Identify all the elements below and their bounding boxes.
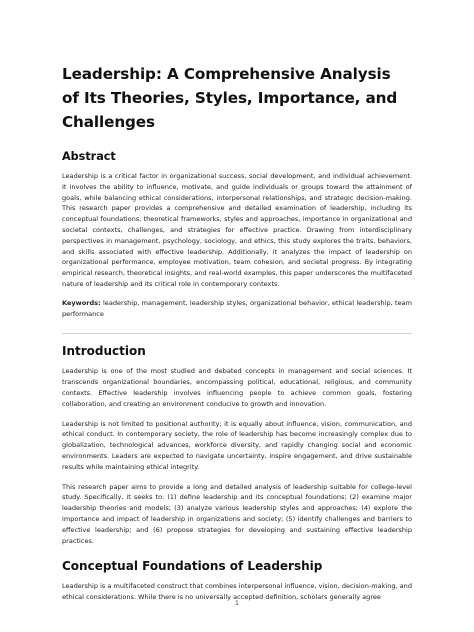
abstract-paragraph: Leadership is a critical factor in organizational success, social development, and individual achievement. It involves the ability to influence, motivate, and guide individuals or groups toward the attainment of goals, while balancing ethical considerations, interpersonal relationships, and strategic decision-making. This research paper provides a comprehensive and detailed examination of leadership, including its conceptual foundations, theoretical frameworks, styles and approaches, importance in organizational and societal contexts, challenges, and strategies for effective practice. Drawing from interdisciplinary perspectives in management, psychology, sociology, and ethics, this study explores the traits, behaviors, and skills associated with effective leadership. Additionally, it analyzes the impact of leadership on organizational performance, employee motivation, team cohesion, and societal progress. By integrating empirical research, theoretical insights, and real-world examples, this paper underscores the multifaceted nature of leadership and its critical role in contemporary contexts. — [62, 172, 412, 288]
paper-page — [62, 62, 412, 603]
keywords-label: Keywords: — [62, 298, 101, 307]
paper-title: Leadership: A Comprehensive Analysis of Its Theories, Styles, Importance, and Challenges — [62, 65, 398, 131]
conceptual-foundations-paragraph: Leadership is a multifaceted construct that combines interpersonal influence, vision, decision-making, and ethical considerations. While there is no universally accepted definition, scholars generally agree — [62, 582, 412, 602]
page-number: 1 — [234, 599, 240, 607]
introduction-heading: Introduction — [62, 344, 146, 359]
introduction-paragraph-3: This research paper aims to provide a long and detailed analysis of leadership suitable for college-level study. Specifically, it seeks to: (1) define leadership and its conceptual foundations; (2) examine major leadership theories and models; (3) analyze various leadership styles and approaches; (4) explore the importance and impact of leadership in organizations and society; (5) identify challenges and barriers to effective leadership; and (6) propose strategies for developing and sustaining effective leadership practices. — [62, 482, 412, 545]
introduction-paragraph-1: Leadership is one of the most studied and debated concepts in management and social sciences. It transcends organizational boundaries, encompassing political, educational, religious, and community contexts. Effective leadership involves influencing people to achieve common goals, fostering collaboration, and creating an environment conducive to growth and innovation. — [62, 367, 412, 408]
conceptual-foundations-heading: Conceptual Foundations of Leadership — [62, 559, 323, 574]
introduction-paragraph-2: Leadership is not limited to positional authority; it is equally about influence, vision, communication, and ethical conduct. In contemporary society, the role of leadership has become increasingly complex due to globalization, technological advances, workforce diversity, and rapidly changing social and economic environments. Leaders are expected to navigate uncertainty, inspire engagement, and drive sustainable results while maintaining ethical integrity. — [62, 419, 412, 471]
keywords-text: leadership, management, leadership styles, organizational behavior, ethical leadership, team performance — [62, 298, 412, 318]
keywords-line — [62, 298, 412, 320]
section-divider — [62, 333, 412, 334]
abstract-heading: Abstract — [62, 150, 116, 163]
